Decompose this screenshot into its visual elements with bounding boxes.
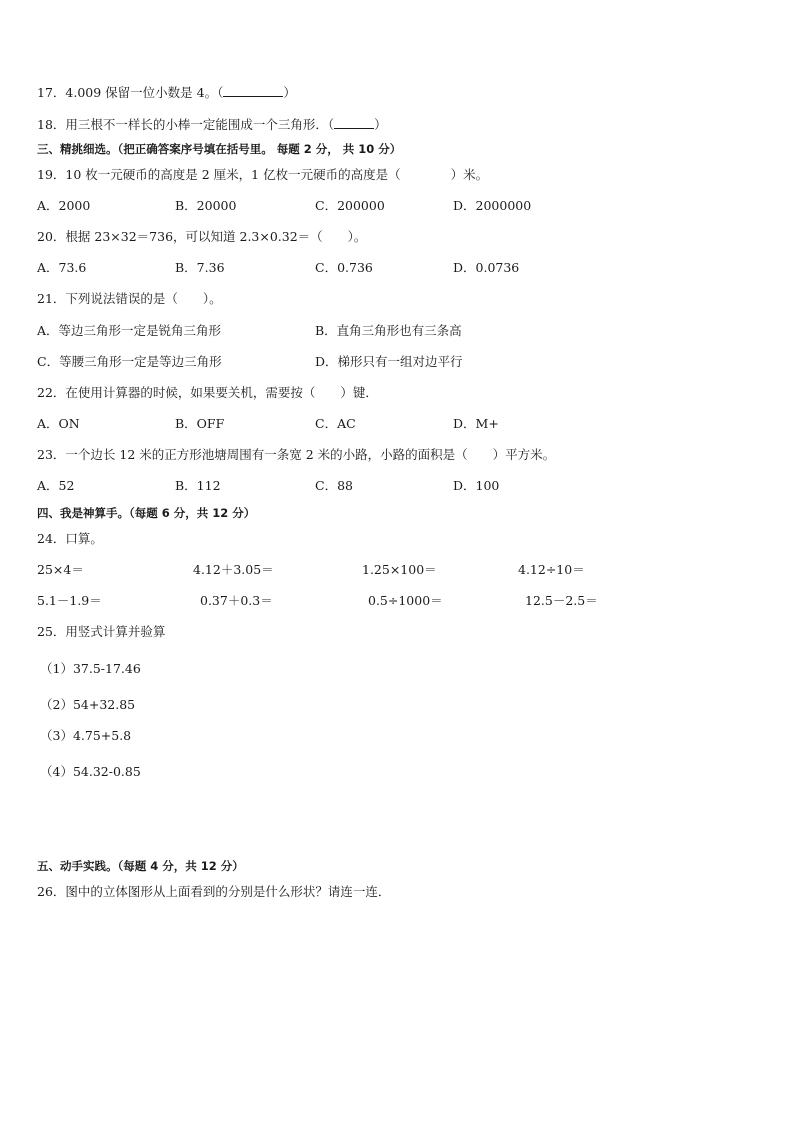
- question-19-stem: 19．10 枚一元硬币的高度是 2 厘米，1 亿枚一元硬币的高度是（ ）米。: [37, 167, 489, 182]
- vertical-calc-item-3: （3）4.75+5.8: [40, 728, 132, 743]
- vertical-calc-item-2: （2）54+32.85: [40, 697, 136, 712]
- q21-option-d[interactable]: D．梯形只有一组对边平行: [315, 354, 463, 369]
- q20-option-c[interactable]: C．0.736: [315, 260, 373, 275]
- q19-option-c[interactable]: C．200000: [315, 198, 385, 213]
- question-18: [37, 116, 387, 133]
- question-21-stem: 21．下列说法错误的是（ ）。: [37, 291, 222, 306]
- answer-blank-17[interactable]: [223, 84, 283, 97]
- q23-option-a[interactable]: A．52: [37, 478, 75, 493]
- question-24-stem: 24．口算。: [37, 531, 103, 546]
- q20-option-a[interactable]: A．73.6: [37, 260, 87, 275]
- q19-option-a[interactable]: A．2000: [37, 198, 91, 213]
- answer-blank-18[interactable]: [334, 116, 374, 129]
- mental-calc-item: 1.25×100＝: [362, 562, 437, 577]
- mental-calc-item: 4.12÷10＝: [518, 562, 585, 577]
- q21-option-c[interactable]: C．等腰三角形一定是等边三角形: [37, 354, 222, 369]
- q20-option-b[interactable]: B．7.36: [175, 260, 225, 275]
- q23-option-b[interactable]: B．112: [175, 478, 221, 493]
- question-22-stem: 22．在使用计算器的时候，如果要关机，需要按（ ）键．: [37, 385, 378, 400]
- question-17-close: ）: [283, 85, 296, 100]
- q19-option-b[interactable]: B．20000: [175, 198, 237, 213]
- q19-option-d[interactable]: D．2000000: [453, 198, 532, 213]
- vertical-calc-item-4: （4）54.32-0.85: [40, 764, 141, 779]
- question-26-stem: 26．图中的立体图形从上面看到的分别是什么形状？请连一连．: [37, 884, 391, 899]
- question-23-stem: 23．一个边长 12 米的正方形池塘周围有一条宽 2 米的小路，小路的面积是（ ）平方米。: [37, 447, 556, 462]
- section-3-heading: 三、精挑细选。（把正确答案序号填在括号里。 每题 2 分， 共 10 分）: [37, 142, 402, 156]
- q21-option-a[interactable]: A．等边三角形一定是锐角三角形: [37, 323, 222, 338]
- q23-option-d[interactable]: D．100: [453, 478, 500, 493]
- question-25-stem: 25．用竖式计算并验算: [37, 624, 166, 639]
- question-17-text: 17．4.009 保留一位小数是 4。（: [37, 85, 224, 100]
- mental-calc-item: 0.5÷1000＝: [368, 593, 443, 608]
- mental-calc-item: 5.1－1.9＝: [37, 593, 102, 608]
- q21-option-b[interactable]: B．直角三角形也有三条高: [315, 323, 462, 338]
- question-20-stem: 20．根据 23×32＝736，可以知道 2.3×0.32＝（ ）。: [37, 229, 367, 244]
- q23-option-c[interactable]: C．88: [315, 478, 353, 493]
- q22-option-d[interactable]: D．M+: [453, 416, 499, 431]
- section-4-heading: 四、我是神算手。（每题 6 分，共 12 分）: [37, 506, 256, 520]
- mental-calc-item: 25×4＝: [37, 562, 84, 577]
- question-18-close: ）: [374, 117, 387, 132]
- mental-calc-item: 0.37＋0.3＝: [200, 593, 273, 608]
- question-17: [37, 84, 296, 101]
- question-18-text: 18．用三根不一样长的小棒一定能围成一个三角形．（: [37, 117, 335, 132]
- q22-option-c[interactable]: C．AC: [315, 416, 356, 431]
- q22-option-b[interactable]: B．OFF: [175, 416, 225, 431]
- q20-option-d[interactable]: D．0.0736: [453, 260, 520, 275]
- mental-calc-item: 4.12＋3.05＝: [193, 562, 274, 577]
- section-5-heading: 五、动手实践。（每题 4 分，共 12 分）: [37, 859, 244, 873]
- vertical-calc-item-1: （1）37.5-17.46: [40, 661, 141, 676]
- mental-calc-item: 12.5－2.5＝: [525, 593, 598, 608]
- q22-option-a[interactable]: A．ON: [37, 416, 80, 431]
